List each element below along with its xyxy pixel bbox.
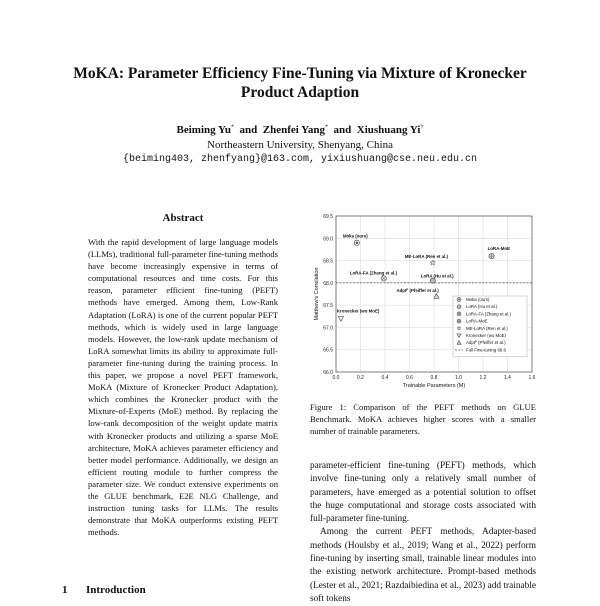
y-tick-label: 69.0 [323,236,333,243]
point-label: Adptᴾ (Pfeiffer et al.) [396,288,439,294]
section-title: Introduction [86,584,146,596]
author-mark: † [420,124,424,131]
data-point [430,278,435,283]
point-label: Moka (ours) [342,233,368,239]
legend-entry: LoRA-MoE [466,318,488,324]
x-tick-label: 1.4 [504,375,511,381]
abstract-text: With the rapid development of large language models (LLMs), traditional full-parameter fine-tuning methods have become increasingly expensive in terms of computational resources and time costs. For this reason, parameter efficient fine-tuning (PEFT) methods have emerged. Among them, Low-Rank Adaptation (LoRA) is one of the current popular PEFT methods, which is widely used in large language models. However, the low-rank update mechanism of LoRA somewhat limits its ability to approximate full-parameter fine-tuning during the training process. In this paper, we propose a novel PEFT framework, MoKA (Mixture of Kronecker Product Adaptation), which combines the Kronecker product with the Mixture-of-Experts (MoE) method. By replacing the low-rank decomposition of the weight update matrix with Kronecker products and utilizing a sparse MoE architecture, MoKA achieves parameter efficiency and better model performance. Additionally, we design an efficient routing module to further compress the parameter size. We conduct extensive experiments on the GLUE benchmark, E2E NLG Challenge, and instruction tuning tasks for LLMs. The results demonstrate that MoKA outperforms existing PEFT methods. [88,237,278,538]
author-emails: {beiming403, zhenfyang}@163.com, yixiushuang@cse.neu.edu.cn [122,154,478,165]
point-label: LoRA-MoE [487,246,511,252]
right-column-text [310,460,536,606]
legend-entry: Kronecker (wo MoE) [466,333,507,338]
author-line [60,124,540,136]
data-point [381,276,386,281]
paper-title: MoKA: Parameter Efficiency Fine-Tuning via Mixture of Kronecker Product Adaption [73,65,527,101]
y-axis-label: Matthew's Correlation [314,267,320,321]
data-point [338,316,343,321]
legend-entry: Moka (ours) [466,297,490,302]
x-tick-label: 0.2 [357,375,364,381]
abstract-heading: Abstract [162,212,204,224]
y-tick-label: 67.5 [323,303,333,310]
y-tick-label: 67.0 [323,325,333,332]
author-mark: * [325,124,329,131]
author-name: Beiming Yu [176,124,232,136]
legend-entry: Adptᴾ (Pfeiffer et al.) [466,340,506,346]
point-label: LoRA-FA (Zhang et al.) [349,270,397,276]
body-paragraph: parameter-efficient fine-tuning (PEFT) methods, which involve fine-tuning only a relatively small number of parameters, have emerged as a potential solution to offset the huge computational and storage costs associated with full-parameter fine-tuning. [310,461,536,525]
data-point [354,240,359,245]
x-tick-label: 1.2 [479,375,487,381]
y-tick-label: 68.0 [323,280,333,287]
x-tick-label: 1.6 [528,375,536,381]
legend-marker [457,298,461,302]
author-name: Xiushuang Yi [356,124,421,136]
x-tick-label: 1.0 [455,375,462,381]
legend-entry: LoRA-FA (Zhang et al.) [466,311,511,317]
body-paragraph: Among the current PEFT methods, Adapter-based methods (Houlsby et al., 2019; Wang et al., 2022) perform fine-tuning by inserting small, trainable linear modules into the existing network architecture. Prompt-based methods (Lester et al., 2021; Razdaibiedina et al., 2023) add trainable soft tokens [310,527,536,604]
data-point [489,254,494,259]
legend-marker [457,312,461,316]
legend-entry: LoRA (Hu et al.) [466,304,498,310]
affiliation: Northeastern University, Shenyang, China [207,139,393,151]
x-tick-label: 0.6 [406,375,413,381]
legend-entry: ME-LoRA (Ren et al.) [466,325,508,331]
legend-entry: Full Fine-tuning 68.0 [466,347,507,353]
y-tick-label: 69.5 [323,214,333,220]
x-tick-label: 0.4 [381,375,389,381]
y-tick-label: 68.5 [323,258,333,265]
legend-marker [457,319,461,323]
x-axis-label: Trainable Parameters (M) [402,383,466,389]
point-label: LoRA (Hu et al.) [420,273,454,279]
section-number: 1 [62,584,68,596]
author-separator: and [239,124,258,136]
x-tick-label: 0.8 [430,375,438,381]
y-tick-label: 66.0 [323,370,333,376]
author-separator: and [333,124,352,136]
point-label: ME-LoRA (Ren et al.) [404,253,449,259]
figure-caption: Figure 1: Comparison of the PEFT methods on GLUE Benchmark. MoKA achieves higher scores with a smaller number of trainable parameters. [310,402,536,436]
y-tick-label: 66.5 [323,347,333,354]
author-name: Zhenfei Yang [262,124,326,136]
point-label: Kronecker (wo MoE) [336,308,380,314]
legend-marker [457,305,461,309]
x-tick-label: 0.0 [332,375,340,381]
scatter-plot [306,208,546,394]
author-mark: * [231,124,235,131]
section-heading [62,584,146,596]
data-point [434,294,439,299]
figure-1-chart [306,208,546,394]
